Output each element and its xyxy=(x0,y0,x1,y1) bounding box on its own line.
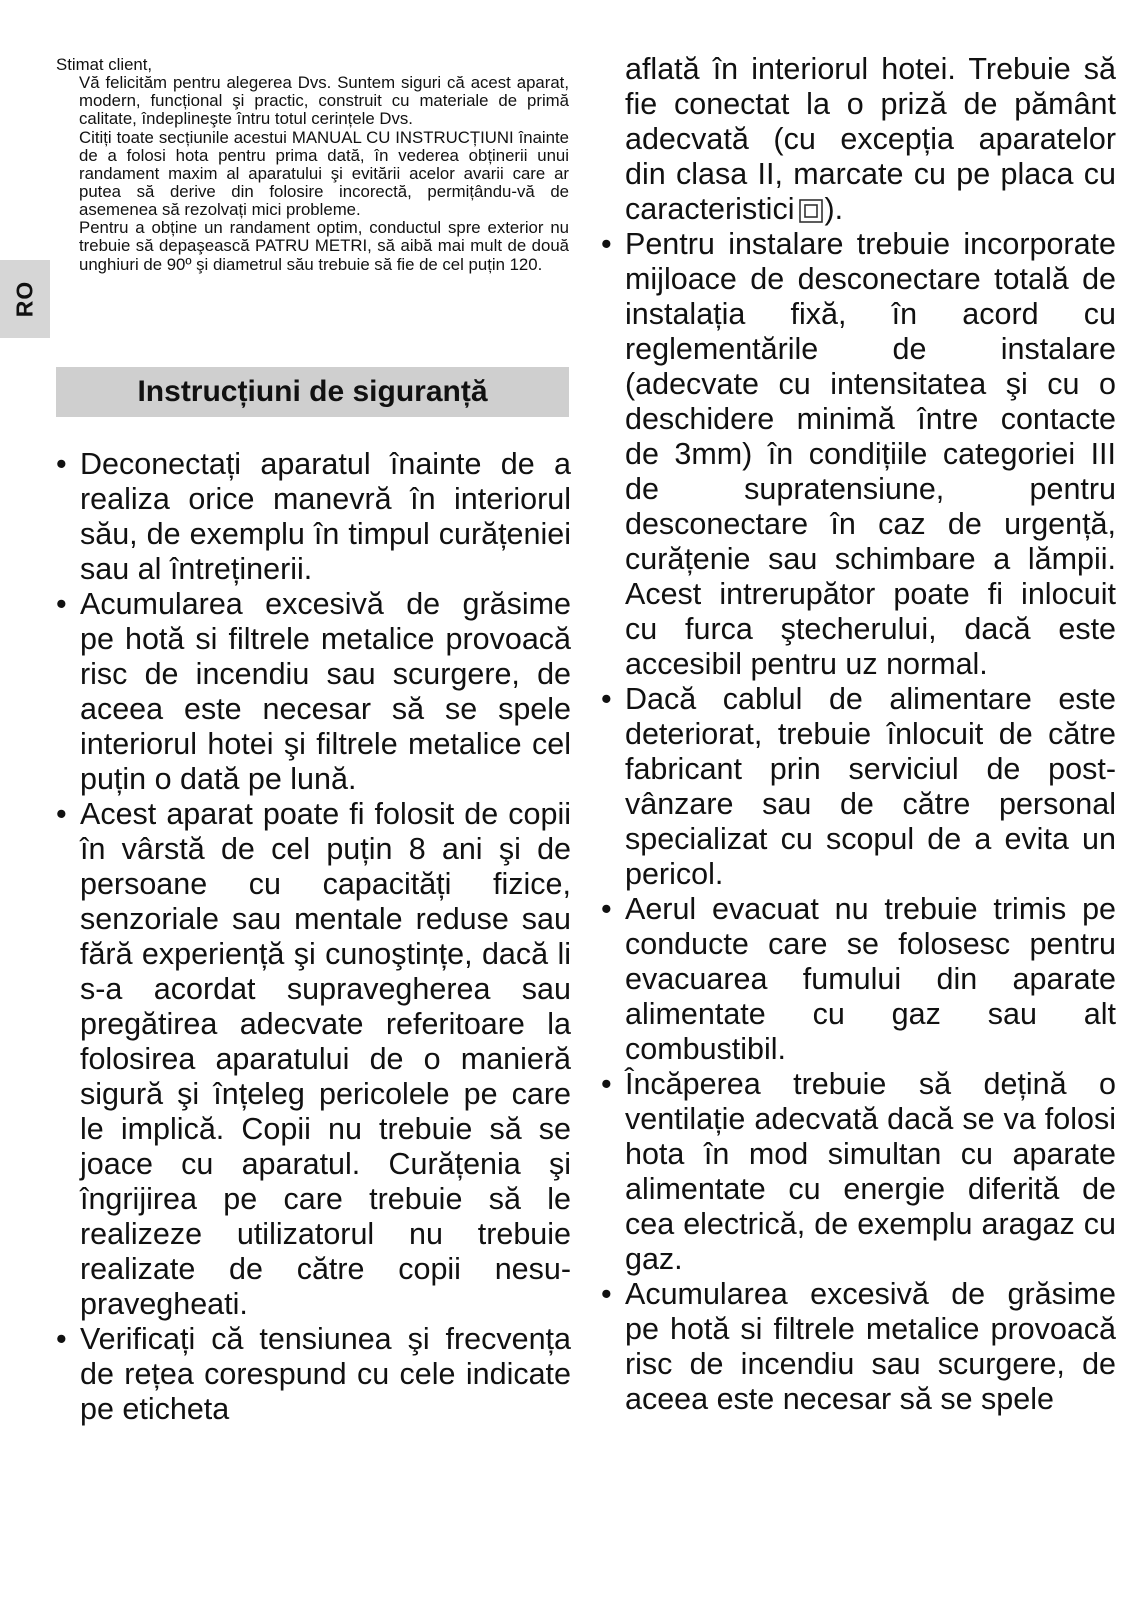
safety-list-left xyxy=(56,447,571,1427)
section-title: Instrucțiuni de siguranță xyxy=(137,375,488,408)
bullet: • xyxy=(56,1322,67,1356)
list-item-text: Acumularea excesivă de grăsime pe hotă si filtrele metalice provoacă risc de incendiu sau scurgere, de aceea este necesar să se spele interiorul hotei şi filtrele metalice cel puțin o dată pe lună. xyxy=(80,587,571,796)
safety-list-right xyxy=(601,52,1116,1417)
intro-paragraph-1: Vă felicităm pentru alegerea Dvs. Suntem siguri că acest aparat, modern, funcțional şi practic, construit cu materiale de primă calitate, îndeplineşte întru totul cerințele Dvs. xyxy=(79,73,569,129)
bullet: • xyxy=(601,682,612,716)
list-item xyxy=(56,797,571,1322)
list-item xyxy=(56,447,571,587)
bullet: • xyxy=(56,587,67,621)
list-item-text: Deconectați aparatul înainte de a realiza orice manevră în interiorul său, de exemplu în timpul curățeniei sau al întreținerii. xyxy=(80,447,571,586)
list-item xyxy=(601,227,1116,682)
bullet: • xyxy=(601,1067,612,1101)
language-tab xyxy=(0,260,50,338)
list-item-text: Acest aparat poate fi folosit de copii în vârstă de cel puțin 8 ani şi de persoane cu capacități fizice, senzoriale sau mentale reduse sau fără experiență şi cunoştințe, dacă li s-a acordat supravegherea sau pregătirea adecvate referitoare la folosirea aparatului de o manieră sigură şi înțeleg pericolele pe care le implică. Copii nu trebuie să se joace cu aparatul. Curățenia şi îngrijirea pe care trebuie să le realizeze utilizatorul nu trebuie realizate de către copii nesu-pravegheati. xyxy=(80,797,571,1321)
section-title-banner xyxy=(56,367,569,417)
list-item-text: Verificați că tensiunea şi frecvența de rețea corespund cu cele indicate pe eticheta xyxy=(80,1322,571,1426)
list-item xyxy=(601,682,1116,892)
list-item xyxy=(56,1322,571,1427)
intro-paragraph-2: Citiți toate secțiunile acestui MANUAL CU INSTRUCȚIUNI înainte de a folosi hota pentru prima dată, în vederea obținerii unui randament maxim al aparatului şi evitării acelor avarii care ar putea să derive din folosire incorectă, permițându-vă de asemenea să rezolvați mici probleme. xyxy=(79,127,569,220)
list-item-text: Aerul evacuat nu trebuie trimis pe conducte care se folosesc pentru evacuarea fumului din aparate alimentate cu gaz sau alt combustibil. xyxy=(625,892,1116,1066)
bullet: • xyxy=(56,797,67,831)
bullet: • xyxy=(601,1277,612,1311)
double-square-icon xyxy=(798,198,824,224)
list-item xyxy=(601,1277,1116,1417)
language-tab-label: RO xyxy=(11,280,38,318)
continuation-end: ). xyxy=(824,192,844,226)
list-item-text: Pentru instalare trebuie incorporate mijloace de desconectare totală de instalația fixă, în acord cu reglementările de instalare (adecvate cu intensitatea şi cu o deschidere minimă între contacte de 3mm) în condițiile categoriei III de supratensiune, pentru desconectare în caz de urgență, curățenie sau schimbare a lămpii. Acest intrerupător poate fi inlocuit cu furca ştecherului, dacă este accesibil pentru uz normal. xyxy=(625,227,1116,681)
list-item-text: Încăperea trebuie să dețină o ventilație adecvată dacă se va folosi hota în mod simultan cu aparate alimentate cu energie diferită de cea electrică, de exemplu aragaz cu gaz. xyxy=(625,1067,1116,1276)
continuation-text: aflată în interiorul hotei. Trebuie să fie conectat la o priză de pământ adecvată (cu excepția aparatelor din clasa II, marcate cu pe placa cu caracteristici xyxy=(625,52,1116,226)
list-item xyxy=(601,1067,1116,1277)
list-item-text: Acumularea excesivă de grăsime pe hotă si filtrele metalice provoacă risc de incendiu sau scurgere, de aceea este necesar să se spele xyxy=(625,1277,1116,1416)
list-item-text: Dacă cablul de alimentare este deteriorat, trebuie înlocuit de către fabricant prin serviciul de post-vânzare sau de către personal specializat cu scopul de a evita un pericol. xyxy=(625,682,1116,891)
intro-greeting: Stimat client, xyxy=(56,55,153,74)
bullet: • xyxy=(601,892,612,926)
bullet: • xyxy=(601,227,612,261)
list-item xyxy=(56,587,571,797)
list-item-continuation xyxy=(601,52,1116,227)
intro-paragraph-3: Pentru a obține un randament optim, conductul spre exterior nu trebuie să depaşească PATRU METRI, să aibă mai mult de două unghiuri de 90º şi diametrul său trebuie să fie de cel puțin 120. xyxy=(79,218,569,274)
list-item xyxy=(601,892,1116,1067)
intro-text xyxy=(56,56,569,274)
bullet: • xyxy=(56,447,67,481)
